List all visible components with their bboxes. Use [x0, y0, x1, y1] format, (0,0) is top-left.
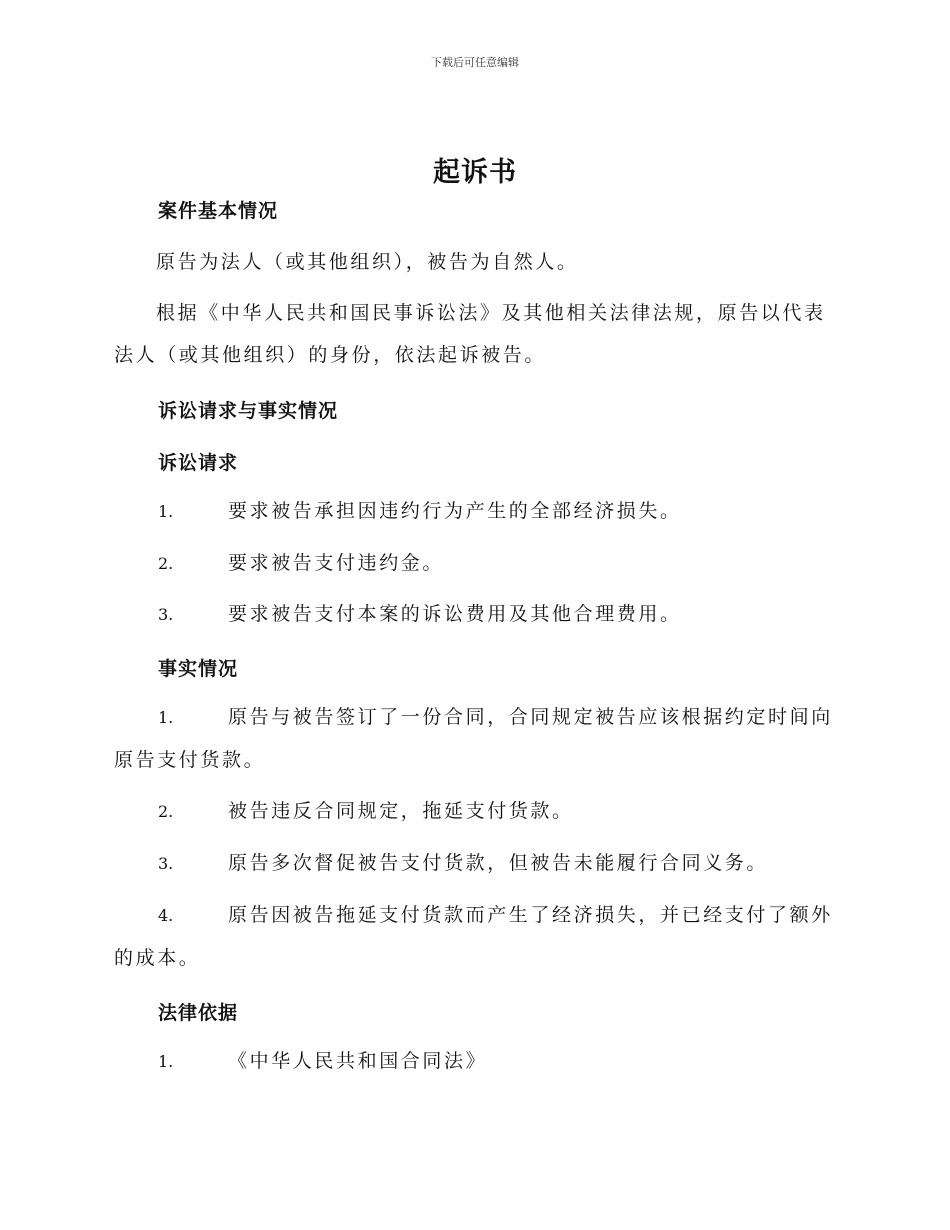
- claim-item: [114, 593, 834, 636]
- list-number: 1.: [158, 1052, 174, 1071]
- list-text: 被告违反合同规定，拖延支付货款。: [228, 800, 574, 822]
- list-number: 4.: [158, 906, 174, 925]
- fact-item: [114, 894, 834, 979]
- list-text: 原告多次督促被告支付货款，但被告未能履行合同义务。: [228, 852, 769, 874]
- list-text: 要求被告支付本案的诉讼费用及其他合理费用。: [228, 603, 682, 625]
- claim-item: [114, 490, 834, 533]
- claim-item: [114, 542, 834, 585]
- section-heading-basic: 案件基本情况: [158, 200, 279, 222]
- list-text: 要求被告支付违约金。: [228, 552, 445, 574]
- list-text: 原告因被告拖延支付货款而产生了经济损失，并已经支付了额外的成本。: [114, 904, 833, 969]
- list-number: 3.: [158, 854, 174, 873]
- list-number: 2.: [158, 554, 174, 573]
- list-text: 要求被告承担因违约行为产生的全部经济损失。: [228, 500, 682, 522]
- document-title: 起诉书: [433, 157, 517, 188]
- list-number: 1.: [158, 502, 174, 521]
- list-number: 3.: [158, 605, 174, 624]
- paragraph-parties: 原告为法人（或其他组织），被告为自然人。: [156, 251, 579, 273]
- fact-item: [114, 790, 834, 833]
- fact-item: [114, 696, 834, 781]
- legal-item: [114, 1040, 834, 1083]
- paragraph-legal-basis-intro: 根据《中华人民共和国民事诉讼法》及其他相关法律法规，原告以代表法人（或其他组织）的身份，依法起诉被告。: [114, 302, 826, 366]
- section-heading-legal: 法律依据: [158, 1002, 239, 1024]
- page-header: 下载后可任意编辑: [431, 56, 519, 69]
- list-number: 1.: [158, 708, 174, 727]
- section-heading-facts: 事实情况: [158, 658, 239, 680]
- list-text: 原告与被告签订了一份合同，合同规定被告应该根据约定时间向原告支付货款。: [114, 706, 833, 771]
- list-number: 2.: [158, 802, 174, 821]
- fact-item: [114, 842, 834, 885]
- section-heading-claims: 诉讼请求: [158, 452, 239, 474]
- section-heading-claims-facts: 诉讼请求与事实情况: [158, 400, 339, 422]
- list-text: 《中华人民共和国合同法》: [228, 1050, 488, 1072]
